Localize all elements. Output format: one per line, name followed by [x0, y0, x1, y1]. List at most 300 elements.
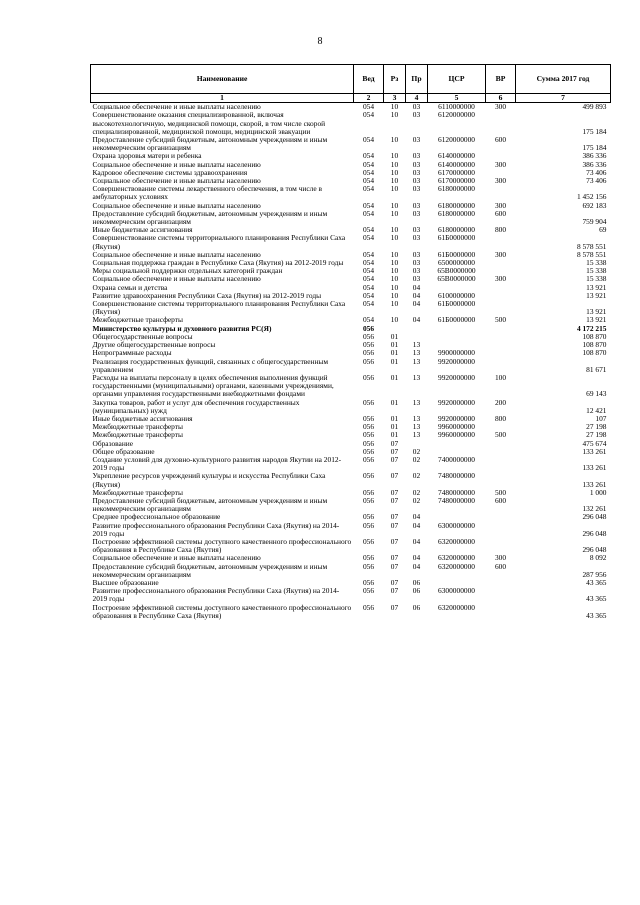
cell-rz: 10	[390, 249, 399, 259]
cell-rz: 01	[390, 372, 399, 382]
cell-ved: 054	[362, 274, 375, 284]
cell-sum: 8 578 551	[576, 241, 607, 251]
cell-sum: 133 261	[582, 463, 607, 473]
cell-rz: 07	[390, 602, 399, 612]
cell-pr: 04	[412, 315, 421, 325]
cell-csr: 6100000000	[438, 290, 475, 300]
cell-sum: 73 406	[586, 176, 607, 186]
cell-sum: 27 198	[586, 422, 607, 432]
cell-pr: 03	[412, 274, 421, 284]
cell-sum: 69	[599, 225, 607, 235]
cell-pr: 03	[412, 258, 421, 268]
col-number: 1	[91, 94, 354, 103]
cell-csr: 9960000000	[438, 422, 475, 432]
cell-name: Расходы на выплаты персоналу в целях обеспечения выполнения функций государственными (муниципальными) органами, казенными учреждениями, органами управления государственными внебюджетными фондами	[92, 372, 334, 399]
cell-sum: 692 183	[582, 200, 607, 210]
cell-vr	[486, 522, 516, 538]
cell-name: Совершенствование системы территориального планирования Республики Саха (Якутия)	[92, 233, 346, 251]
cell-vr: 200	[494, 397, 507, 407]
cell-csr: 6180000000	[438, 184, 475, 194]
cell-name: Социальное обеспечение и иные выплаты населению	[92, 102, 261, 112]
cell-ved: 054	[362, 225, 375, 235]
cell-csr: 6170000000	[438, 167, 475, 177]
cell-sum: 759 904	[582, 217, 607, 227]
cell-name: Межбюджетные трансферты	[92, 430, 183, 440]
table-row	[91, 538, 611, 554]
cell-sum: 43 365	[586, 610, 607, 620]
cell-rz: 10	[390, 208, 399, 218]
cell-rz: 10	[390, 159, 399, 169]
cell-name: Закупка товаров, работ и услуг для обеспечения государственных (муниципальных) нужд	[92, 397, 300, 415]
cell-pr: 03	[412, 233, 421, 243]
cell-rz: 10	[390, 151, 399, 161]
cell-pr: 03	[412, 225, 421, 235]
cell-rz: 01	[390, 340, 399, 350]
cell-vr	[486, 292, 516, 300]
header-pr: Пр	[406, 65, 428, 94]
table-header	[91, 65, 611, 103]
cell-name: Кадровое обеспечение системы здравоохранения	[92, 167, 248, 177]
cell-sum: 13 921	[586, 282, 607, 292]
cell-vr: 500	[494, 315, 507, 325]
cell-sum: 1 000	[589, 487, 607, 497]
table-row	[91, 185, 611, 201]
cell-rz: 07	[390, 471, 399, 481]
col-number: 3	[384, 94, 406, 103]
cell-rz: 07	[390, 577, 399, 587]
cell-rz: 01	[390, 348, 399, 358]
cell-name: Совершенствование системы лекарственного обеспечения, в том числе в амбулаторных условиях	[92, 184, 322, 202]
cell-rz: 10	[390, 315, 399, 325]
cell-vr: 300	[494, 553, 507, 563]
cell-ved: 054	[362, 135, 375, 145]
cell-ved: 054	[362, 282, 375, 292]
cell-vr	[486, 300, 516, 316]
cell-pr: 02	[412, 471, 421, 481]
cell-name: Иные бюджетные ассигнования	[92, 225, 193, 235]
cell-pr: 04	[412, 282, 421, 292]
cell-pr: 02	[412, 495, 421, 505]
cell-rz: 01	[390, 422, 399, 432]
cell-name: Межбюджетные трансферты	[92, 315, 183, 325]
table-body	[91, 103, 611, 620]
cell-name: Другие общегосударственные вопросы	[92, 340, 216, 350]
cell-sum: 499 893	[582, 102, 607, 112]
col-number: 7	[516, 94, 611, 103]
cell-pr: 06	[412, 577, 421, 587]
cell-name: Создание условий для духовно-культурного развития народов Якутии на 2012-2019 годы	[92, 454, 342, 473]
cell-vr	[486, 448, 516, 456]
cell-name: Предоставление субсидий бюджетным, автономным учреждениям и иным некоммерческим организациям	[92, 495, 328, 514]
cell-vr	[486, 604, 516, 620]
cell-rz: 10	[390, 102, 399, 112]
cell-name: Реализация государственных функций, связанных с общегосударственным управлением	[92, 356, 329, 374]
cell-vr	[486, 259, 516, 267]
cell-ved: 054	[362, 151, 375, 161]
cell-name: Межбюджетные трансферты	[92, 422, 183, 432]
page-number: 8	[317, 36, 323, 47]
cell-name: Социальная поддержка граждан в Республике Саха (Якутия) на 2012-2019 годы	[92, 258, 344, 268]
cell-rz: 10	[390, 299, 399, 309]
cell-csr: 6120000000	[438, 135, 475, 145]
cell-rz: 07	[390, 512, 399, 522]
cell-vr: 100	[494, 372, 507, 382]
cell-csr: 6320000000	[438, 536, 475, 546]
cell-pr: 03	[412, 135, 421, 145]
cell-rz: 07	[390, 438, 399, 448]
cell-pr: 03	[412, 110, 421, 120]
cell-vr	[486, 472, 516, 488]
cell-name: Предоставление субсидий бюджетным, автономным учреждениям и иным некоммерческим организациям	[92, 135, 328, 153]
cell-csr: 6320000000	[438, 561, 475, 571]
cell-ved: 054	[362, 110, 375, 120]
cell-sum: 8 092	[589, 553, 607, 563]
cell-ved: 056	[362, 446, 375, 456]
cell-csr: 6320000000	[438, 553, 475, 563]
cell-pr: 02	[412, 446, 421, 456]
cell-csr: 6110000000	[438, 102, 475, 112]
table-row	[91, 431, 611, 439]
cell-rz: 10	[390, 225, 399, 235]
cell-vr	[486, 358, 516, 374]
cell-name: Меры социальной поддержки отдельных категорий граждан	[92, 266, 283, 276]
cell-vr: 600	[494, 135, 507, 145]
cell-csr: 65В0000000	[437, 266, 476, 276]
cell-pr: 04	[412, 512, 421, 522]
cell-pr: 04	[412, 536, 421, 546]
cell-ved: 054	[362, 159, 375, 169]
cell-pr: 13	[412, 356, 421, 366]
cell-ved: 056	[362, 520, 375, 530]
cell-pr: 03	[412, 200, 421, 210]
cell-csr: 9920000000	[438, 356, 475, 366]
header-ved: Вед	[354, 65, 384, 94]
table-row	[91, 300, 611, 316]
cell-rz: 10	[390, 266, 399, 276]
cell-vr	[486, 587, 516, 603]
cell-sum: 27 198	[586, 430, 607, 440]
cell-ved: 056	[362, 397, 375, 407]
cell-csr: 7480000000	[438, 495, 475, 505]
cell-ved: 056	[362, 372, 375, 382]
col-number: 2	[354, 94, 384, 103]
cell-csr: 6140000000	[438, 159, 475, 169]
cell-sum: 386 336	[582, 151, 607, 161]
budget-table	[90, 64, 611, 620]
cell-ved: 054	[362, 176, 375, 186]
cell-csr: 61Б0000000	[437, 249, 476, 259]
cell-sum: 15 338	[586, 258, 607, 268]
cell-vr: 300	[494, 102, 507, 112]
cell-name: Развитие здравоохранения Республики Саха (Якутия) на 2012-2019 годы	[92, 290, 322, 300]
cell-ved: 056	[362, 413, 375, 423]
cell-pr: 03	[412, 102, 421, 112]
cell-ved: 054	[362, 290, 375, 300]
table-row	[91, 456, 611, 472]
cell-csr: 6120000000	[438, 110, 475, 120]
cell-sum: 43 365	[586, 577, 607, 587]
cell-rz: 07	[390, 553, 399, 563]
cell-vr: 500	[494, 487, 507, 497]
table-row	[91, 136, 611, 152]
cell-pr	[406, 325, 428, 333]
cell-name: Построение эффективной системы доступного качественного профессионального образования в Республике Саха (Якутия)	[92, 536, 352, 555]
cell-sum: 175 184	[582, 143, 607, 153]
cell-ved: 056	[362, 422, 375, 432]
cell-csr: 6180000000	[438, 200, 475, 210]
table-row	[91, 563, 611, 579]
cell-ved: 054	[362, 266, 375, 276]
cell-ved: 054	[362, 233, 375, 243]
cell-csr: 9900000000	[438, 348, 475, 358]
cell-name: Развитие профессионального образования Республики Саха (Якутия) на 2014-2019 годы	[92, 520, 340, 538]
cell-rz: 10	[390, 184, 399, 194]
cell-sum: 296 048	[582, 545, 607, 555]
cell-pr: 04	[412, 290, 421, 300]
cell-name: Предоставление субсидий бюджетным, автономным учреждениям и иным некоммерческим организациям	[92, 561, 328, 579]
cell-name: Социальное обеспечение и иные выплаты населению	[92, 249, 261, 259]
cell-ved: 056	[362, 586, 375, 596]
cell-name: Иные бюджетные ассигнования	[92, 413, 193, 423]
cell-vr: 300	[494, 200, 507, 210]
table-row	[91, 111, 611, 136]
cell-pr: 13	[412, 340, 421, 350]
cell-name: Охрана семьи и детства	[92, 282, 168, 292]
cell-rz: 10	[390, 282, 399, 292]
cell-sum: 296 048	[582, 528, 607, 538]
cell-name: Укрепление ресурсов учреждений культуры и искусства Республики Саха (Якутия)	[92, 471, 326, 489]
cell-vr	[486, 333, 516, 341]
table-row	[91, 604, 611, 620]
cell-ved: 054	[362, 208, 375, 218]
cell-name: Среднее профессиональное образование	[92, 512, 221, 522]
cell-csr: 6180000000	[438, 225, 475, 235]
cell-csr: 6170000000	[438, 176, 475, 186]
cell-vr: 300	[494, 249, 507, 259]
cell-name: Построение эффективной системы доступного качественного профессионального образования в Республике Саха (Якутия)	[92, 602, 352, 620]
cell-pr: 03	[412, 208, 421, 218]
cell-rz: 10	[390, 200, 399, 210]
cell-ved: 056	[362, 430, 375, 440]
cell-pr: 03	[412, 266, 421, 276]
cell-ved: 054	[362, 184, 375, 194]
header-name: Наименование	[91, 65, 354, 94]
cell-rz: 10	[390, 274, 399, 284]
cell-sum: 15 338	[586, 266, 607, 276]
cell-rz: 07	[390, 536, 399, 546]
cell-vr: 300	[494, 159, 507, 169]
cell-csr: 65В0000000	[437, 274, 476, 284]
table-row	[91, 210, 611, 226]
cell-name: Предоставление субсидий бюджетным, автономным учреждениям и иным некоммерческим организациям	[92, 208, 328, 227]
header-csr: ЦСР	[428, 65, 486, 94]
cell-sum: 108 870	[582, 331, 607, 341]
cell-csr: 61Б0000000	[437, 233, 476, 243]
cell-sum: 13 921	[586, 315, 607, 325]
cell-ved: 056	[362, 512, 375, 522]
col-number: 5	[428, 94, 486, 103]
cell-rz: 10	[390, 176, 399, 186]
cell-pr: 06	[412, 586, 421, 596]
cell-rz: 01	[390, 430, 399, 440]
cell-csr: 6180000000	[438, 208, 475, 218]
cell-vr: 600	[494, 208, 507, 218]
cell-ved: 054	[362, 258, 375, 268]
cell-vr	[486, 111, 516, 136]
cell-ved: 056	[362, 454, 375, 464]
cell-rz: 07	[390, 446, 399, 456]
cell-vr	[486, 538, 516, 554]
cell-pr: 13	[412, 397, 421, 407]
cell-name: Общегосударственные вопросы	[92, 331, 193, 341]
cell-pr: 13	[412, 372, 421, 382]
cell-vr: 800	[494, 413, 507, 423]
cell-ved: 056	[362, 356, 375, 366]
table-row	[91, 358, 611, 374]
cell-name: Межбюджетные трансферты	[92, 487, 183, 497]
cell-sum: 81 671	[586, 364, 607, 374]
cell-name: Образование	[92, 438, 134, 448]
cell-vr	[486, 185, 516, 201]
cell-rz: 01	[390, 413, 399, 423]
cell-rz: 07	[390, 561, 399, 571]
cell-name: Высшее образование	[92, 577, 159, 587]
cell-ved: 056	[362, 323, 375, 333]
table-row	[91, 440, 611, 448]
cell-rz: 10	[390, 167, 399, 177]
cell-sum: 296 048	[582, 512, 607, 522]
cell-csr	[428, 333, 486, 341]
cell-pr: 04	[412, 561, 421, 571]
cell-name: Охрана здоровья матери и ребенка	[92, 151, 202, 161]
cell-sum: 12 421	[586, 405, 607, 415]
cell-pr: 13	[412, 413, 421, 423]
cell-csr: 6300000000	[438, 520, 475, 530]
cell-csr: 6320000000	[438, 602, 475, 612]
cell-ved: 054	[362, 299, 375, 309]
cell-csr: 7480000000	[438, 487, 475, 497]
table-row	[91, 497, 611, 513]
cell-sum: 1 452 156	[576, 192, 607, 202]
cell-ved: 054	[362, 102, 375, 112]
cell-pr: 03	[412, 176, 421, 186]
cell-vr	[486, 579, 516, 587]
table-row	[91, 472, 611, 488]
cell-vr	[486, 349, 516, 357]
cell-sum: 108 870	[582, 340, 607, 350]
cell-ved: 056	[362, 536, 375, 546]
cell-pr: 04	[412, 553, 421, 563]
cell-name: Совершенствование системы территориального планирования Республики Саха (Якутия)	[92, 299, 346, 317]
cell-pr: 03	[412, 151, 421, 161]
cell-sum: 69 143	[586, 389, 607, 399]
cell-vr: 600	[494, 561, 507, 571]
cell-sum: 475 674	[582, 438, 607, 448]
cell-name: Социальное обеспечение и иные выплаты населению	[92, 200, 261, 210]
cell-csr: 6300000000	[438, 586, 475, 596]
cell-rz: 10	[390, 110, 399, 120]
cell-rz: 07	[390, 586, 399, 596]
cell-csr: 9920000000	[438, 397, 475, 407]
cell-name: Непрограммные расходы	[92, 348, 172, 358]
table-row	[91, 374, 611, 399]
cell-ved: 056	[362, 495, 375, 505]
cell-sum: 175 184	[582, 126, 607, 136]
cell-name: Социальное обеспечение и иные выплаты населению	[92, 176, 261, 186]
cell-csr: 7400000000	[438, 454, 475, 464]
cell-vr	[486, 440, 516, 448]
cell-ved: 056	[362, 561, 375, 571]
cell-sum: 133 261	[582, 479, 607, 489]
cell-pr: 02	[412, 454, 421, 464]
cell-ved: 056	[362, 602, 375, 612]
cell-vr	[486, 341, 516, 349]
cell-name: Социальное обеспечение и иные выплаты населению	[92, 159, 261, 169]
table-row	[91, 587, 611, 603]
table-row	[91, 275, 611, 283]
cell-pr: 04	[412, 520, 421, 530]
cell-sum: 4 172 215	[576, 323, 607, 333]
cell-csr	[428, 325, 486, 333]
cell-ved: 056	[362, 553, 375, 563]
cell-ved: 056	[362, 331, 375, 341]
cell-rz: 01	[390, 397, 399, 407]
cell-pr: 03	[412, 159, 421, 169]
cell-vr: 800	[494, 225, 507, 235]
cell-sum: 15 338	[586, 274, 607, 284]
cell-sum: 107	[595, 413, 607, 423]
cell-pr: 04	[412, 299, 421, 309]
cell-vr	[486, 325, 516, 333]
cell-rz: 10	[390, 233, 399, 243]
cell-pr: 13	[412, 422, 421, 432]
cell-pr: 03	[412, 184, 421, 194]
cell-ved: 054	[362, 167, 375, 177]
cell-ved: 056	[362, 487, 375, 497]
cell-sum: 8 578 551	[576, 249, 607, 259]
cell-sum: 73 406	[586, 167, 607, 177]
cell-sum: 133 261	[582, 446, 607, 456]
cell-pr: 03	[412, 167, 421, 177]
col-number: 6	[486, 94, 516, 103]
cell-sum: 108 870	[582, 348, 607, 358]
header-rz: Рз	[384, 65, 406, 94]
cell-csr: 61Б0000000	[437, 299, 476, 309]
cell-ved: 054	[362, 249, 375, 259]
table-row	[91, 399, 611, 415]
cell-ved: 054	[362, 315, 375, 325]
cell-vr: 300	[494, 274, 507, 284]
cell-csr: 6500000000	[438, 258, 475, 268]
cell-rz: 10	[390, 258, 399, 268]
cell-name: Общее образование	[92, 446, 155, 456]
cell-pr: 03	[412, 249, 421, 259]
table-row	[91, 522, 611, 538]
cell-sum: 13 921	[586, 307, 607, 317]
header-vr: ВР	[486, 65, 516, 94]
cell-rz: 07	[390, 495, 399, 505]
cell-ved: 056	[362, 438, 375, 448]
cell-ved: 056	[362, 577, 375, 587]
cell-pr: 13	[412, 430, 421, 440]
cell-csr: 9920000000	[438, 413, 475, 423]
cell-name: Социальное обеспечение и иные выплаты населению	[92, 553, 261, 563]
cell-ved: 054	[362, 200, 375, 210]
cell-sum: 386 336	[582, 159, 607, 169]
cell-ved: 056	[362, 471, 375, 481]
cell-sum: 43 365	[586, 594, 607, 604]
cell-sum: 132 261	[582, 504, 607, 514]
